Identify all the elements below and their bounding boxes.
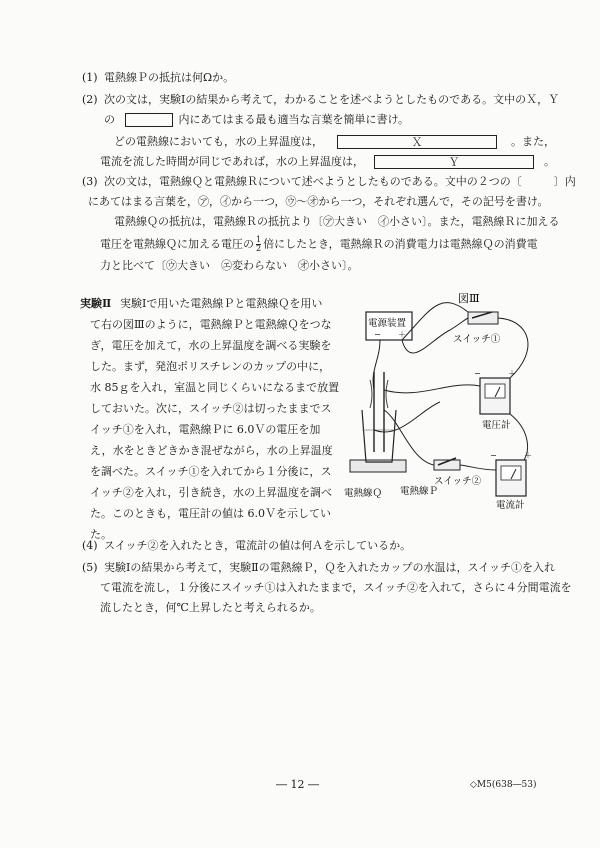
experiment-2-line: イッチ②を入れ，引き続き，水の上昇温度を調べ [90,486,332,499]
experiment-2-line: 実験Ⅰで用いた電熱線Ｐと電熱線Ｑを用い [120,297,323,310]
experiment-2-line: た。 [90,528,112,541]
power-plus-label: ＋ [398,330,406,339]
blank-box [125,113,173,127]
power-minus-label: − [374,330,381,339]
q5-line2: て電流を流し，１分後にスイッチ①は入れたままで，スイッチ②を入れて，さらに４分間電流を [100,581,572,594]
q5-number: (5) [82,561,98,574]
page-number: ― 12 ― [276,778,319,791]
experiment-2-line: しておいた。次に，スイッチ②は切ったままでス [90,402,332,415]
answer-box-y: Ｙ [374,155,534,169]
q2-number: (2) [82,93,98,106]
q2-line1: 次の文は，実験Ⅰの結果から考えて，わかることを述べようとしたものである。文中のＸ，Ｙ [104,93,560,106]
ammeter-minus-label: − [490,451,497,460]
experiment-2-line: イッチ①を入れ，電熱線Ｐに 6.0Ｖの電圧を加 [90,423,321,436]
q2-sentence2: 電流を流した時間が同じであれば，水の上昇温度は， Ｙ 。 [100,155,555,169]
q1-number: (1) [82,71,98,84]
experiment-2-line: した。まず，発泡ポリスチレンのカップの中に， [90,360,331,373]
q5-line3: 流したとき，何℃上昇したと考えられるか。 [100,601,321,614]
q4-text: スイッチ②を入れたとき，電流計の値は何Ａを示しているか。 [104,539,412,552]
wire-p-label: 電熱線Ｐ [400,486,439,497]
voltmeter-minus-label: − [474,369,481,378]
voltmeter [474,369,516,431]
experiment-2-label: 実験Ⅱ [80,297,112,310]
document-code: ◇M5(638―53) [470,780,537,790]
experiment-2-line: 水 85ｇを入れ，室温と同じくらいになるまで放置 [90,381,340,394]
q3-line1: 次の文は，電熱線Ｑと電熱線Ｒについて述べようとしたものである。文中の２つの〔 〕内 [104,175,576,188]
ammeter-label: 電流計 [496,500,525,511]
q2-sentence1: どの電熱線においても，水の上昇温度は， Ｘ 。また， [114,135,555,149]
fraction-one-half: $\frac{1}{2}$ [256,235,262,253]
switch-1-label: スイッチ① [453,334,501,345]
switch-2-label: スイッチ② [434,476,482,487]
experiment-2-line: を調べた。スイッチ①を入れてから１分後に，ス [90,465,332,478]
q5-line1: 実験Ⅰの結果から考えて，実験Ⅱの電熱線Ｐ，Ｑを入れたカップの水温は，スイッチ①を入れ [104,561,556,574]
ammeter [490,451,532,511]
experiment-2-line: え，水をときどきかき混ぜながら，水の上昇温度 [90,444,333,457]
switch-2 [434,458,482,487]
q3-number: (3) [82,175,98,188]
experiment-2-line: ぎ，電圧を加えて，水の上昇温度を調べる実験を [90,339,332,352]
q4-number: (4) [82,539,98,552]
switch-1 [453,312,501,345]
experiment-2-line: て右の図Ⅲのように，電熱線Ｐと電熱線Ｑをつな [90,318,332,331]
q2-line2: の 内にあてはまる最も適当な言葉を簡単に書け。 [104,113,410,126]
experiment-2-line: た。このときも，電圧計の値は 6.0Ｖを示してい [90,507,331,520]
voltmeter-plus-label: ＋ [508,369,516,378]
q3-line5: 力と比べて〔㋒大きい ㋓変わらない ㋔小さい〕。 [100,259,359,272]
q1-text: 電熱線Ｐの抵抗は何Ωか。 [104,71,235,84]
figure-title: 図Ⅲ [458,292,480,305]
q3-line2: にあてはまる言葉を，㋐，㋑から一つ，㋒〜㋔から一つ，それぞれ選んで，その記号を書け。 [88,195,549,208]
q3-line4: 電圧を電熱線Ｑに加える電圧の $\frac{1}{2}$ 倍にしたとき，電熱線Ｒの消費電力は電熱線Ｑの消費電 [100,235,538,253]
power-supply [366,312,412,340]
power-supply-label: 電源装置 [368,318,407,329]
voltmeter-label: 電圧計 [482,420,511,431]
answer-box-x: Ｘ [337,135,497,149]
figure-3-circuit-diagram [340,290,550,520]
q3-line3: 電熱線Ｑの抵抗は，電熱線Ｒの抵抗より〔㋐大きい ㋑小さい〕。また，電熱線Ｒに加える [114,215,560,228]
wire-q-label: 電熱線Ｑ [344,488,383,499]
ammeter-plus-label: ＋ [524,451,532,460]
